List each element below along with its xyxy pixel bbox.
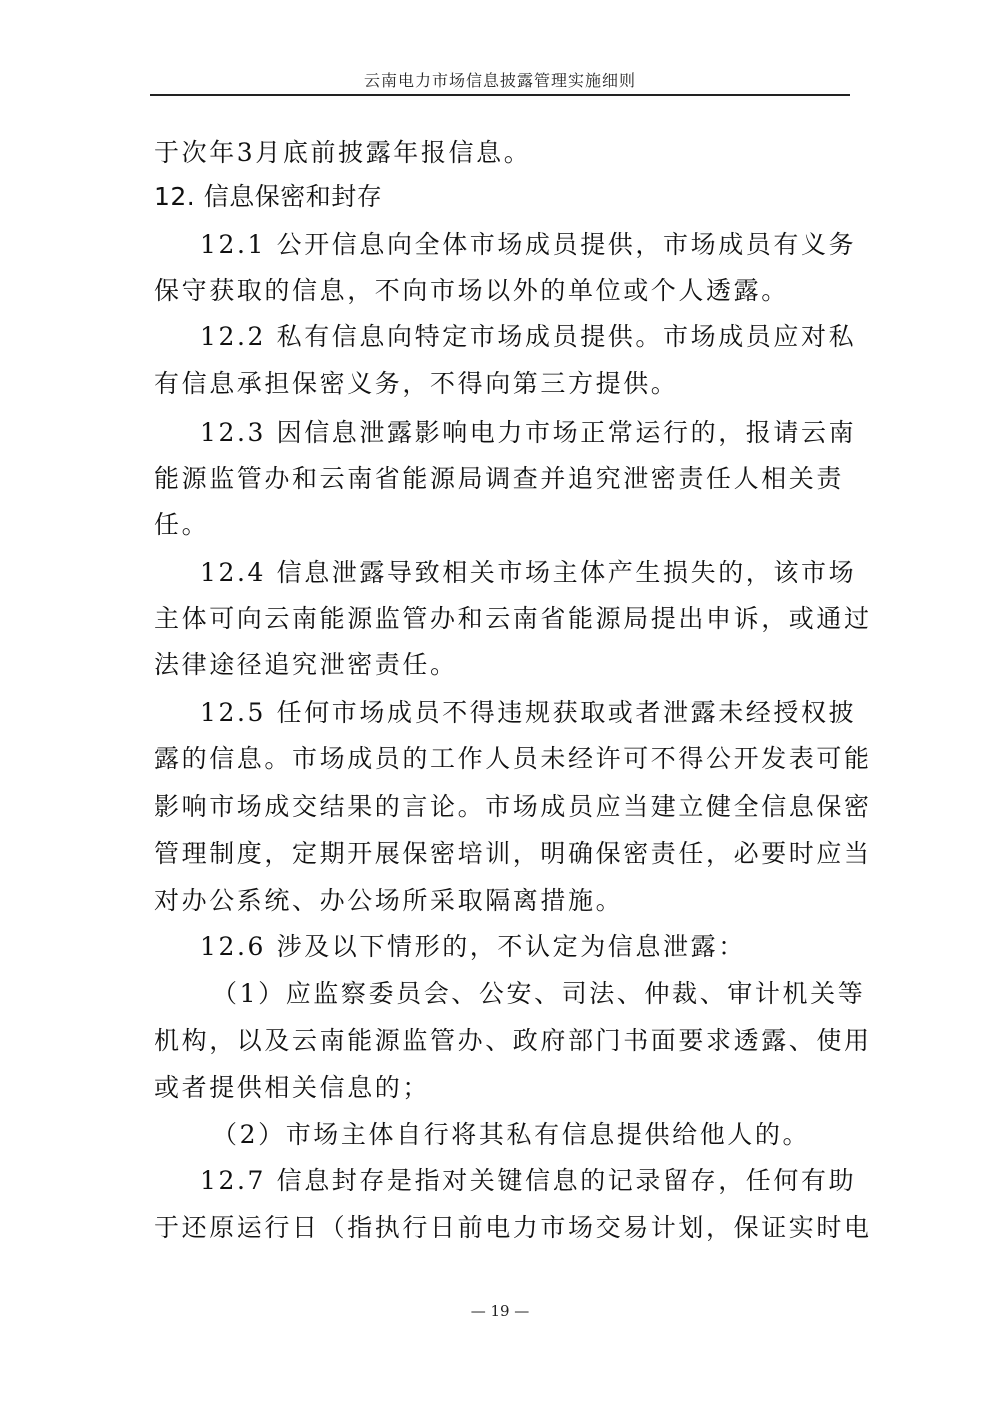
paragraph-line: 露的信息。市场成员的工作人员未经许可不得公开发表可能	[154, 744, 872, 773]
paragraph-line: 管理制度，定期开展保密培训，明确保密责任，必要时应当	[154, 839, 872, 868]
header-rule	[150, 94, 850, 96]
paragraph-line: 主体可向云南能源监管办和云南省能源局提出申诉，或通过	[154, 604, 872, 633]
list-item-line: （1）应监察委员会、公安、司法、仲裁、审计机关等	[212, 979, 866, 1008]
paragraph-line: 12.6 涉及以下情形的，不认定为信息泄露：	[200, 932, 746, 961]
paragraph-line: 12.2 私有信息向特定市场成员提供。市场成员应对私	[200, 322, 857, 351]
page-header: 云南电力市场信息披露管理实施细则	[363, 71, 636, 90]
paragraph-line: 能源监管办和云南省能源局调查并追究泄密责任人相关责	[154, 464, 845, 493]
paragraph-line: 于还原运行日（指执行日前电力市场交易计划，保证实时电	[154, 1213, 872, 1242]
section-heading: 12. 信息保密和封存	[154, 182, 383, 211]
body-line: 于次年3月底前披露年报信息。	[154, 138, 532, 167]
paragraph-line: 12.3 因信息泄露影响电力市场正常运行的，报请云南	[200, 418, 857, 447]
paragraph-line: 有信息承担保密义务，不得向第三方提供。	[154, 369, 679, 398]
paragraph-line: 12.4 信息泄露导致相关市场主体产生损失的，该市场	[200, 558, 857, 587]
paragraph-line: 法律途径追究泄密责任。	[154, 650, 458, 679]
paragraph-line: 对办公系统、办公场所采取隔离措施。	[154, 886, 624, 915]
list-item-line: （2）市场主体自行将其私有信息提供给他人的。	[212, 1120, 811, 1149]
paragraph-line: 12.1 公开信息向全体市场成员提供，市场成员有义务	[200, 230, 857, 259]
paragraph-line: 影响市场成交结果的言论。市场成员应当建立健全信息保密	[154, 792, 872, 821]
list-item-line: 或者提供相关信息的；	[154, 1073, 431, 1102]
paragraph-line: 任。	[154, 510, 210, 539]
list-item-line: 机构，以及云南能源监管办、政府部门书面要求透露、使用	[154, 1026, 872, 1055]
paragraph-line: 保守获取的信息，不向市场以外的单位或个人透露。	[154, 276, 789, 305]
page-number: — 19 —	[470, 1302, 530, 1320]
paragraph-line: 12.7 信息封存是指对关键信息的记录留存，任何有助	[200, 1166, 857, 1195]
paragraph-line: 12.5 任何市场成员不得违规获取或者泄露未经授权披	[200, 698, 857, 727]
